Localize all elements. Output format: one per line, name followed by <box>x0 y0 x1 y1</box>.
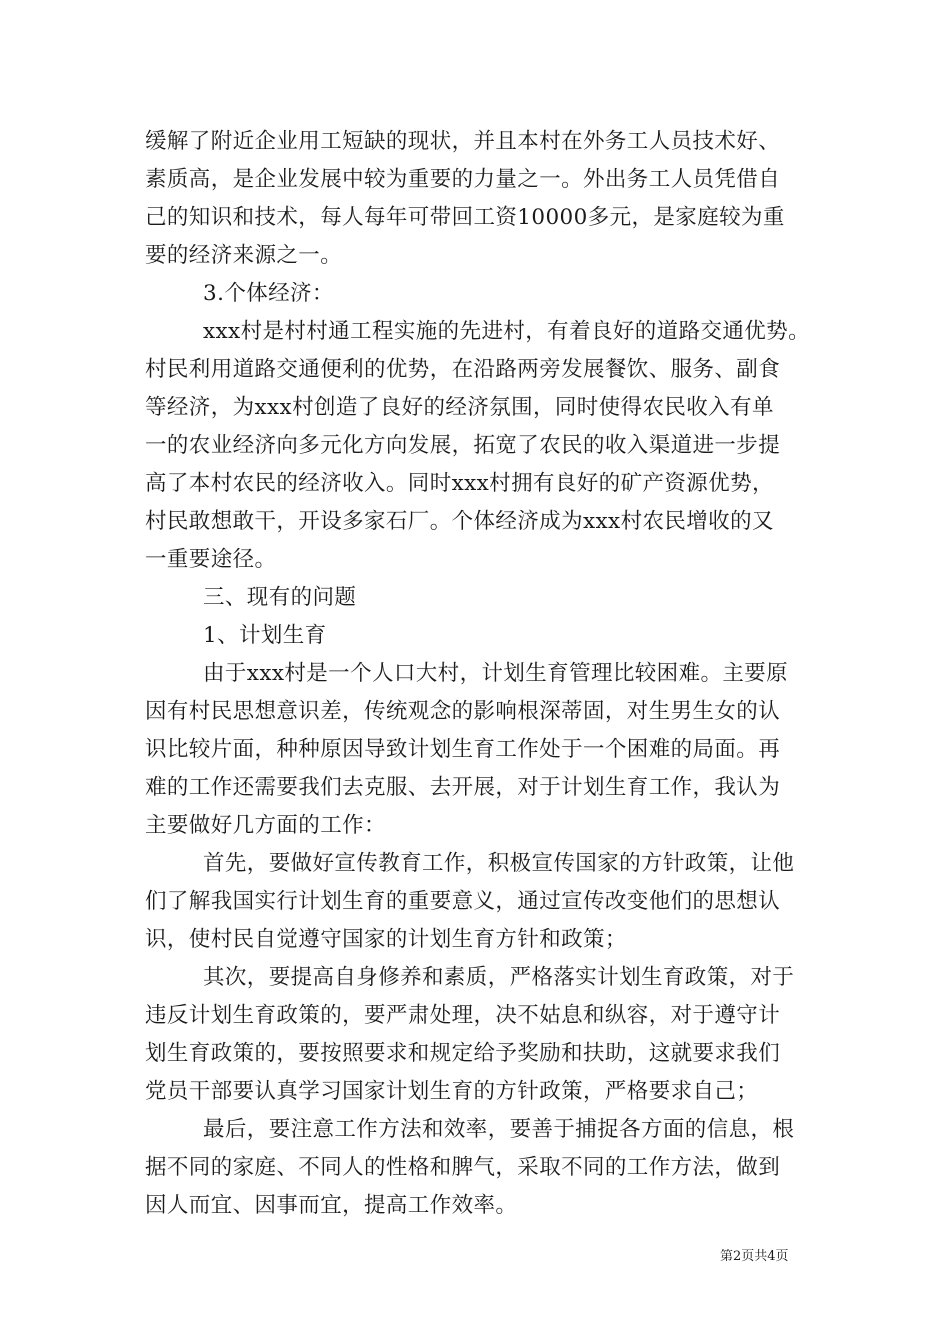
paragraph-line: 首先，要做好宣传教育工作，积极宣传国家的方针政策，让他 <box>203 851 795 876</box>
paragraph-line: 主要做好几方面的工作： <box>145 813 386 838</box>
section-heading: 三、现有的问题 <box>203 585 357 610</box>
paragraph-line: 一重要途径。 <box>145 547 277 572</box>
paragraph-line: 其次，要提高自身修养和素质，严格落实计划生育政策，对于 <box>203 965 795 990</box>
paragraph-line: 党员干部要认真学习国家计划生育的方针政策，严格要求自己； <box>145 1079 759 1104</box>
paragraph-line: 一的农业经济向多元化方向发展，拓宽了农民的收入渠道进一步提 <box>145 433 781 458</box>
section-heading: 3.个体经济： <box>203 281 334 306</box>
paragraph-line: 村民利用道路交通便利的优势，在沿路两旁发展餐饮、服务、副食 <box>145 357 781 382</box>
page-number: 第2页共4页 <box>720 1249 789 1264</box>
paragraph-line: 要的经济来源之一。 <box>145 243 343 268</box>
paragraph-line: 己的知识和技术，每人每年可带回工资10000多元，是家庭较为重 <box>145 205 785 230</box>
subsection-heading: 1、计划生育 <box>203 623 327 648</box>
paragraph-line: 识，使村民自觉遵守国家的计划生育方针和政策； <box>145 927 627 952</box>
paragraph-line: 们了解我国实行计划生育的重要意义，通过宣传改变他们的思想认 <box>145 889 781 914</box>
paragraph-line: 最后，要注意工作方法和效率，要善于捕捉各方面的信息，根 <box>203 1117 795 1142</box>
paragraph-line: 识比较片面，种种原因导致计划生育工作处于一个困难的局面。再 <box>145 737 781 762</box>
paragraph-line: 缓解了附近企业用工短缺的现状，并且本村在外务工人员技术好、 <box>145 129 781 154</box>
paragraph-line: 据不同的家庭、不同人的性格和脾气，采取不同的工作方法，做到 <box>145 1155 781 1180</box>
paragraph-line: 素质高，是企业发展中较为重要的力量之一。外出务工人员凭借自 <box>145 167 781 192</box>
paragraph-line: 因人而宜、因事而宜，提高工作效率。 <box>145 1193 518 1218</box>
paragraph-line: 由于xxx村是一个人口大村，计划生育管理比较困难。主要原 <box>203 661 789 686</box>
paragraph-line: xxx村是村村通工程实施的先进村，有着良好的道路交通优势。 <box>203 319 810 344</box>
paragraph-line: 违反计划生育政策的，要严肃处理，决不姑息和纵容，对于遵守计 <box>145 1003 781 1028</box>
paragraph-line: 高了本村农民的经济收入。同时xxx村拥有良好的矿产资源优势， <box>145 471 774 496</box>
paragraph-line: 因有村民思想意识差，传统观念的影响根深蒂固，对生男生女的认 <box>145 699 781 724</box>
paragraph-line: 划生育政策的，要按照要求和规定给予奖励和扶助，这就要求我们 <box>145 1041 781 1066</box>
paragraph-line: 等经济，为xxx村创造了良好的经济氛围，同时使得农民收入有单 <box>145 395 774 420</box>
paragraph-line: 村民敢想敢干，开设多家石厂。个体经济成为xxx村农民增收的又 <box>145 509 774 534</box>
paragraph-line: 难的工作还需要我们去克服、去开展，对于计划生育工作，我认为 <box>145 775 781 800</box>
